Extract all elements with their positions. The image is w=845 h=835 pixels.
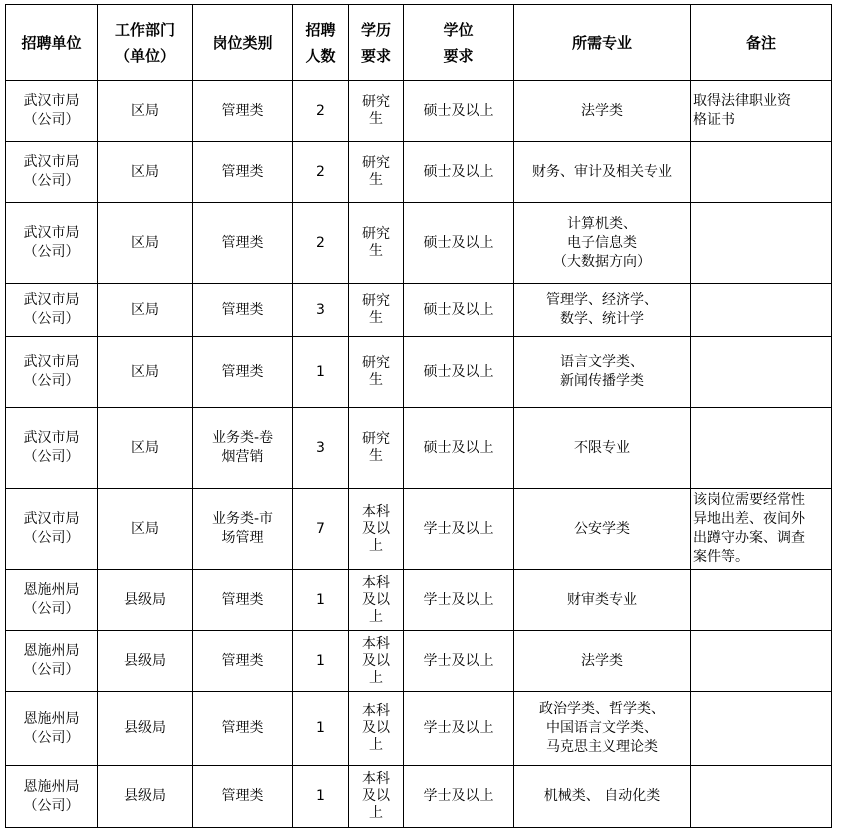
cell-dept: 区局: [98, 337, 193, 408]
table-row: [6, 81, 832, 142]
cell-major: 不限专业: [514, 408, 691, 489]
cell-major: 计算机类、 电子信息类 （大数据方向）: [514, 203, 691, 284]
cell-category: 业务类-市 场管理: [193, 489, 293, 570]
cell-degree: 学士及以上: [404, 489, 514, 570]
cell-dept: 区局: [98, 408, 193, 489]
cell-unit: 武汉市局 （公司）: [6, 81, 98, 142]
cell-major: 法学类: [514, 81, 691, 142]
cell-count: 1: [293, 692, 349, 766]
cell-unit: 恩施州局 （公司）: [6, 766, 98, 828]
cell-count: 3: [293, 408, 349, 489]
cell-degree: 学士及以上: [404, 692, 514, 766]
cell-major: 语言文学类、 新闻传播学类: [514, 337, 691, 408]
table-row: [6, 489, 832, 570]
cell-degree: 学士及以上: [404, 570, 514, 631]
cell-unit: 武汉市局 （公司）: [6, 337, 98, 408]
table-row: [6, 692, 832, 766]
header-note: 备注: [691, 5, 832, 81]
cell-unit: 武汉市局 （公司）: [6, 489, 98, 570]
cell-edu: 本科 及以 上: [349, 692, 404, 766]
cell-dept: 区局: [98, 81, 193, 142]
header-unit: 招聘单位: [6, 5, 98, 81]
cell-major: 财务、审计及相关专业: [514, 142, 691, 203]
header-edu: 学历 要求: [349, 5, 404, 81]
cell-note: [691, 337, 832, 408]
table-row: [6, 570, 832, 631]
header-degree: 学位 要求: [404, 5, 514, 81]
cell-unit: 恩施州局 （公司）: [6, 631, 98, 692]
cell-dept: 区局: [98, 284, 193, 337]
cell-edu: 研究 生: [349, 142, 404, 203]
cell-major: 机械类、 自动化类: [514, 766, 691, 828]
cell-unit: 武汉市局 （公司）: [6, 408, 98, 489]
cell-note: [691, 203, 832, 284]
cell-category: 管理类: [193, 284, 293, 337]
cell-degree: 硕士及以上: [404, 337, 514, 408]
table-row: [6, 408, 832, 489]
cell-count: 3: [293, 284, 349, 337]
cell-category: 管理类: [193, 337, 293, 408]
cell-edu: 本科 及以 上: [349, 570, 404, 631]
header-major: 所需专业: [514, 5, 691, 81]
cell-category: 管理类: [193, 631, 293, 692]
cell-dept: 县级局: [98, 570, 193, 631]
cell-major: 管理学、经济学、 数学、统计学: [514, 284, 691, 337]
cell-category: 管理类: [193, 203, 293, 284]
table-row: [6, 203, 832, 284]
cell-edu: 本科 及以 上: [349, 766, 404, 828]
cell-dept: 区局: [98, 489, 193, 570]
cell-category: 业务类-卷 烟营销: [193, 408, 293, 489]
cell-category: 管理类: [193, 570, 293, 631]
table-row: [6, 631, 832, 692]
table-row: [6, 284, 832, 337]
cell-degree: 硕士及以上: [404, 203, 514, 284]
cell-edu: 研究 生: [349, 203, 404, 284]
cell-dept: 区局: [98, 142, 193, 203]
cell-unit: 恩施州局 （公司）: [6, 570, 98, 631]
header-count: 招聘 人数: [293, 5, 349, 81]
table-row: [6, 337, 832, 408]
header-row: [6, 5, 832, 81]
header-dept: 工作部门 （单位）: [98, 5, 193, 81]
cell-degree: 硕士及以上: [404, 408, 514, 489]
table-row: [6, 766, 832, 828]
cell-count: 2: [293, 142, 349, 203]
cell-note: [691, 766, 832, 828]
cell-unit: 恩施州局 （公司）: [6, 692, 98, 766]
recruitment-table: [5, 4, 832, 828]
cell-category: 管理类: [193, 142, 293, 203]
cell-unit: 武汉市局 （公司）: [6, 203, 98, 284]
header-category: 岗位类别: [193, 5, 293, 81]
cell-count: 2: [293, 81, 349, 142]
cell-note: [691, 692, 832, 766]
cell-count: 7: [293, 489, 349, 570]
cell-note: [691, 284, 832, 337]
cell-major: 公安学类: [514, 489, 691, 570]
cell-degree: 学士及以上: [404, 631, 514, 692]
cell-edu: 研究 生: [349, 81, 404, 142]
cell-category: 管理类: [193, 81, 293, 142]
cell-note: [691, 408, 832, 489]
cell-major: 法学类: [514, 631, 691, 692]
cell-dept: 区局: [98, 203, 193, 284]
cell-dept: 县级局: [98, 692, 193, 766]
cell-degree: 硕士及以上: [404, 284, 514, 337]
cell-dept: 县级局: [98, 631, 193, 692]
table-row: [6, 142, 832, 203]
cell-edu: 本科 及以 上: [349, 489, 404, 570]
cell-category: 管理类: [193, 766, 293, 828]
cell-note: [691, 631, 832, 692]
cell-edu: 本科 及以 上: [349, 631, 404, 692]
cell-degree: 硕士及以上: [404, 81, 514, 142]
cell-major: 财审类专业: [514, 570, 691, 631]
cell-count: 1: [293, 766, 349, 828]
cell-unit: 武汉市局 （公司）: [6, 142, 98, 203]
cell-note: 取得法律职业资 格证书: [691, 81, 832, 142]
cell-edu: 研究 生: [349, 337, 404, 408]
cell-note: [691, 570, 832, 631]
cell-unit: 武汉市局 （公司）: [6, 284, 98, 337]
cell-degree: 学士及以上: [404, 766, 514, 828]
cell-count: 2: [293, 203, 349, 284]
cell-category: 管理类: [193, 692, 293, 766]
cell-count: 1: [293, 337, 349, 408]
cell-note: [691, 142, 832, 203]
cell-count: 1: [293, 631, 349, 692]
cell-degree: 硕士及以上: [404, 142, 514, 203]
cell-count: 1: [293, 570, 349, 631]
cell-major: 政治学类、哲学类、 中国语言文学类、 马克思主义理论类: [514, 692, 691, 766]
cell-edu: 研究 生: [349, 408, 404, 489]
cell-edu: 研究 生: [349, 284, 404, 337]
cell-dept: 县级局: [98, 766, 193, 828]
cell-note: 该岗位需要经常性 异地出差、夜间外 出蹲守办案、调查 案件等。: [691, 489, 832, 570]
